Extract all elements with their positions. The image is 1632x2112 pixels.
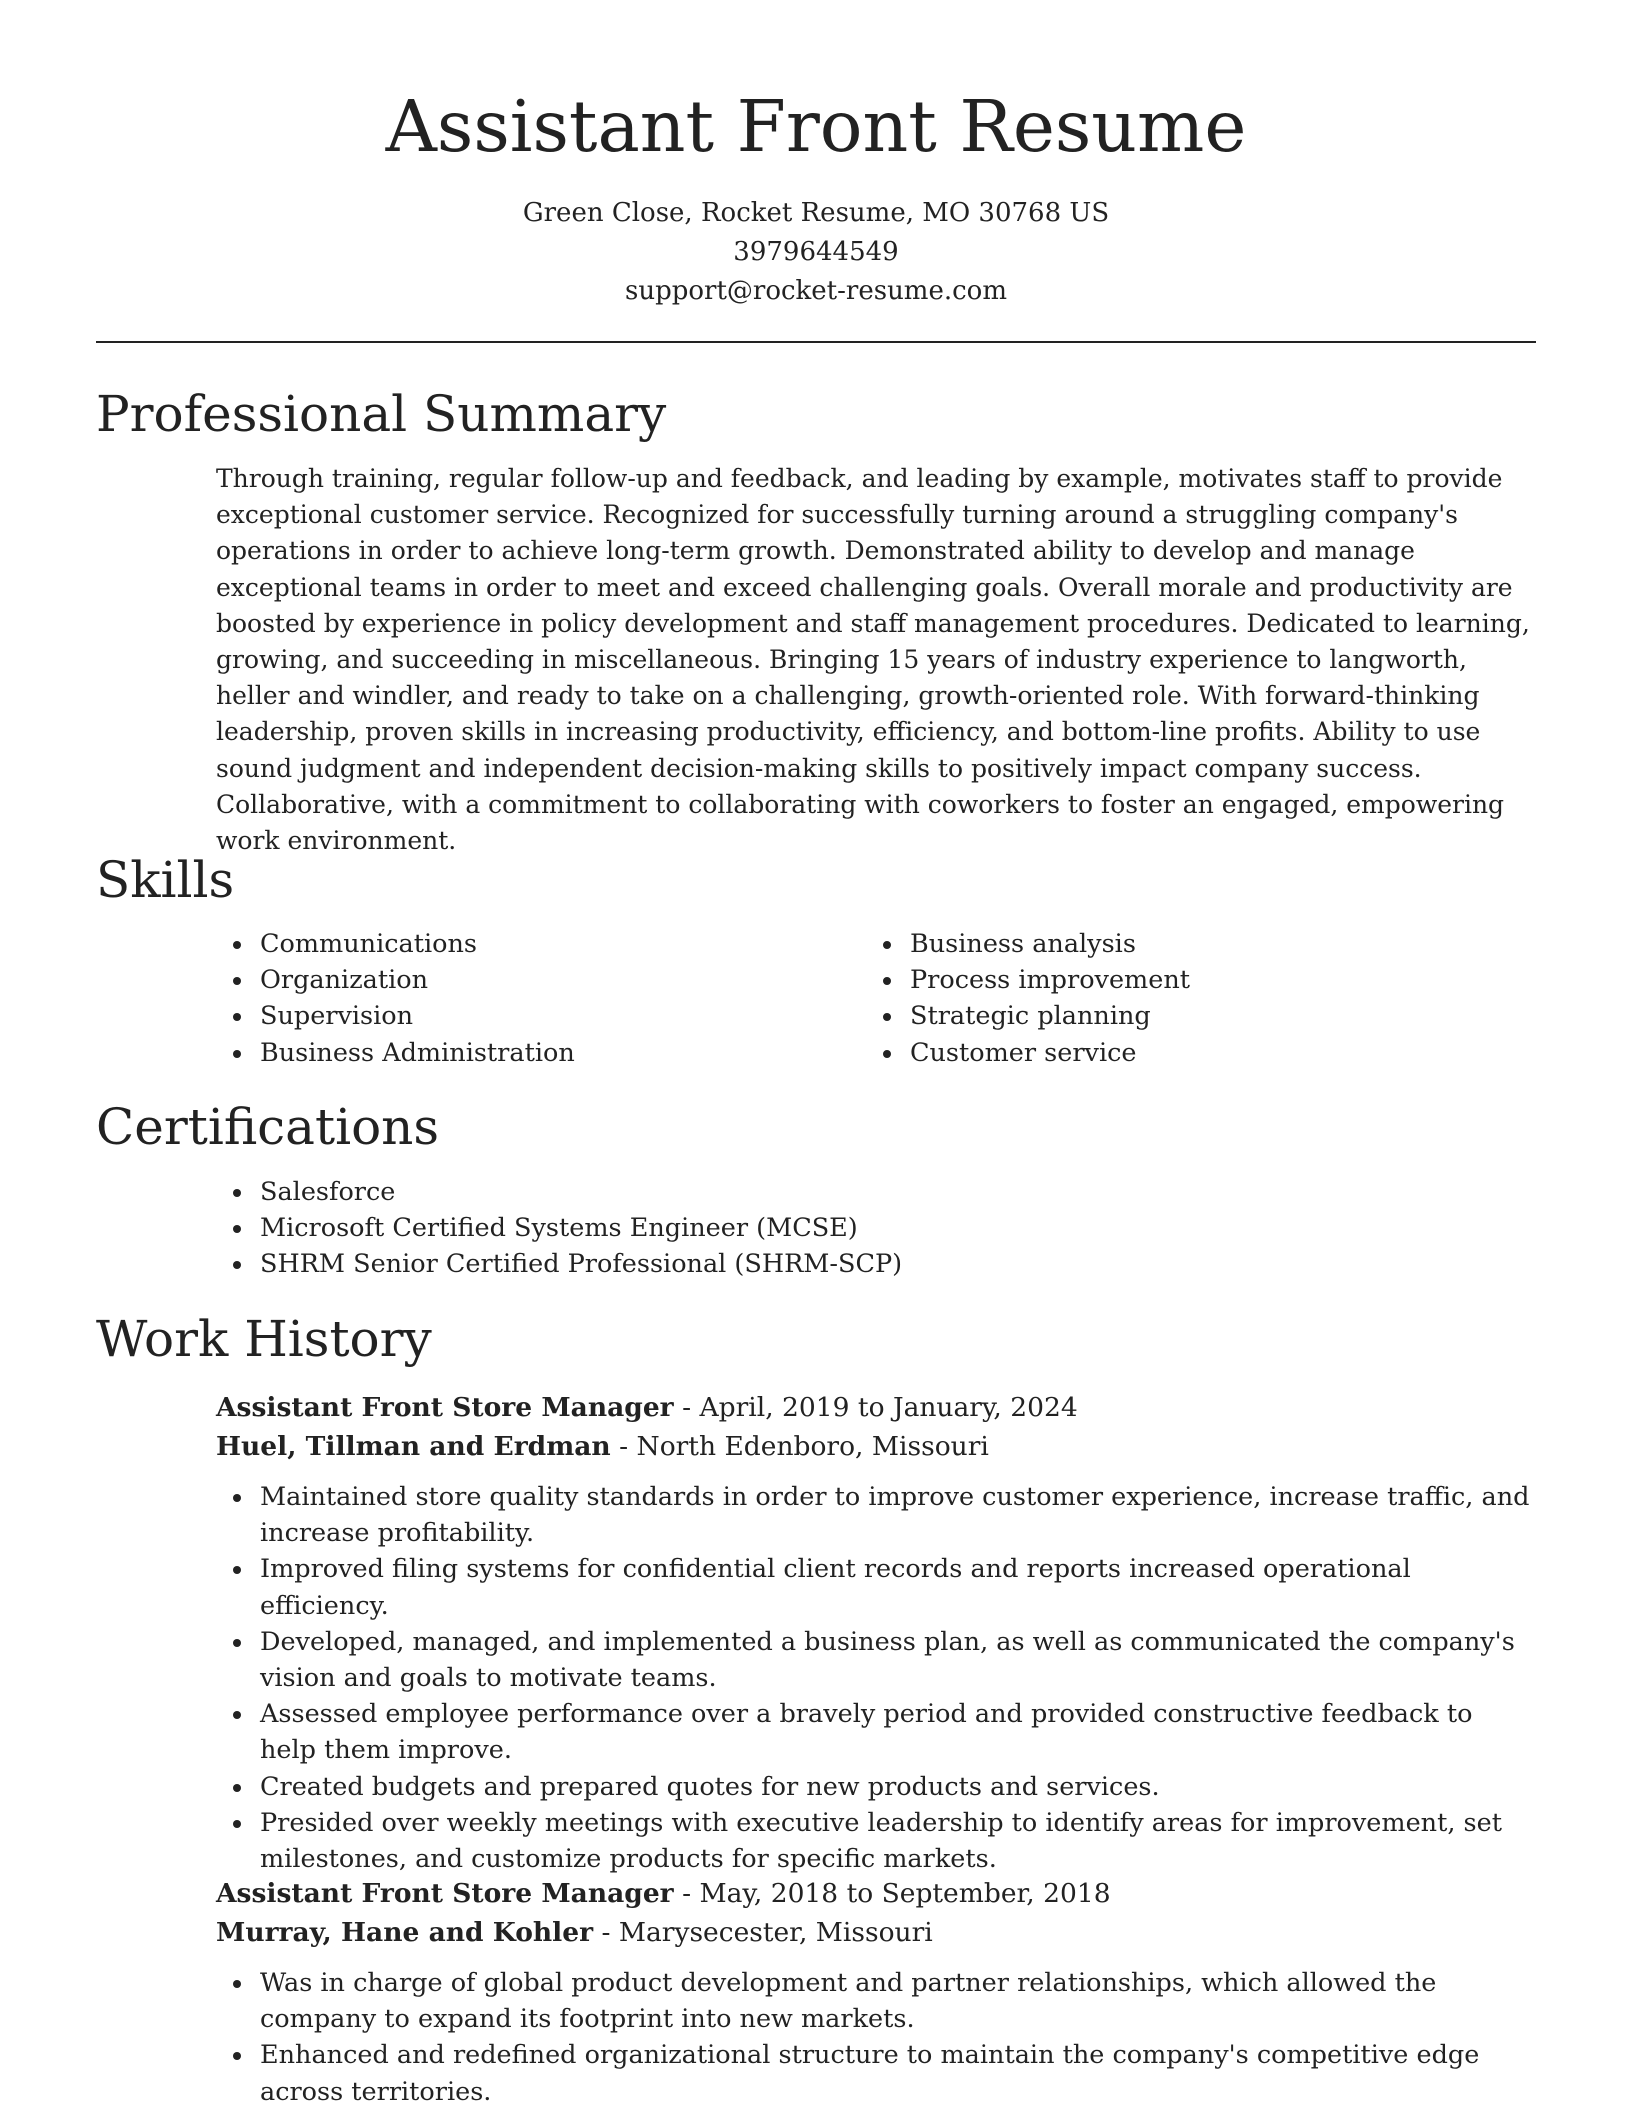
job-bullet: Developed, managed, and implemented a business plan, as well as communicated the company's vision and goals to motivate teams.: [216, 1624, 1536, 1696]
summary-heading: Professional Summary: [96, 385, 667, 443]
job-separator: -: [682, 1878, 700, 1909]
skills-list-left: [216, 926, 816, 1071]
job-separator: -: [601, 1917, 619, 1948]
job-bullet-list: [216, 1965, 1536, 2110]
resume-title: Assistant Front Resume: [385, 85, 1247, 168]
skill-item: Business Administration: [216, 1035, 816, 1071]
job-bullet: Was in charge of global product development and partner relationships, which allowed the company to expand its footprint into new markets.: [216, 1965, 1536, 2037]
job-bullet-list: [216, 1479, 1536, 1877]
skill-item: Organization: [216, 962, 816, 998]
certifications-heading: Certifications: [96, 1098, 440, 1156]
job-company: Huel, Tillman and Erdman: [216, 1431, 611, 1462]
work-history-heading: Work History: [96, 1310, 432, 1368]
job-location: North Edenboro, Missouri: [636, 1431, 989, 1462]
skills-list-right: [866, 926, 1466, 1071]
skill-item: Strategic planning: [866, 998, 1466, 1034]
job-company-line: [216, 1913, 1536, 1952]
job-dates: May, 2018 to September, 2018: [699, 1878, 1111, 1909]
skill-item: Customer service: [866, 1035, 1466, 1071]
job-company: Murray, Hane and Kohler: [216, 1917, 594, 1948]
job-dates: April, 2019 to January, 2024: [699, 1392, 1078, 1423]
job-bullet: Presided over weekly meetings with executive leadership to identify areas for improvement, set milestones, and customize products for specific markets.: [216, 1805, 1536, 1877]
contact-phone: 3979644549: [733, 237, 899, 267]
job-bullet: Maintained store quality standards in order to improve customer experience, increase traffic, and increase profitability.: [216, 1479, 1536, 1551]
job-bullet: Enhanced and redefined organizational structure to maintain the company's competitive edge across territories.: [216, 2037, 1536, 2109]
job-separator: -: [682, 1392, 700, 1423]
resume-header: [0, 0, 1632, 311]
job-entry: [216, 1388, 1536, 1877]
contact-email: support@rocket-resume.com: [624, 276, 1007, 306]
contact-block: [0, 194, 1632, 311]
skills-heading: Skills: [96, 851, 235, 909]
job-location: Marysecester, Missouri: [618, 1917, 933, 1948]
job-bullet: Assessed employee performance over a bravely period and provided constructive feedback to help them improve.: [216, 1696, 1536, 1768]
certification-item: Salesforce: [216, 1174, 1216, 1210]
job-title: Assistant Front Store Manager: [216, 1878, 674, 1909]
certification-item: SHRM Senior Certified Professional (SHRM-SCP): [216, 1246, 1216, 1282]
job-bullet: Created budgets and prepared quotes for new products and services.: [216, 1769, 1536, 1805]
skill-item: Supervision: [216, 998, 816, 1034]
summary-text: Through training, regular follow-up and feedback, and leading by example, motivates staff to provide exceptional customer service. Recognized for successfully turning around a struggling company's operations in order to achieve long-term growth. Demonstrated ability to develop and manage exceptional teams in order to meet and exceed challenging goals. Overall morale and productivity are boosted by experience in policy development and staff management procedures. Dedicated to learning, growing, and succeeding in miscellaneous. Bringing 15 years of industry experience to langworth, heller and windler, and ready to take on a challenging, growth-oriented role. With forward-thinking leadership, proven skills in increasing productivity, efficiency, and bottom-line profits. Ability to use sound judgment and independent decision-making skills to positively impact company success. Collaborative, with a commitment to collaborating with coworkers to foster an engaged, empowering work environment.: [216, 464, 1530, 856]
skill-item: Business analysis: [866, 926, 1466, 962]
job-title-line: [216, 1388, 1536, 1427]
skill-item: Communications: [216, 926, 816, 962]
contact-address: Green Close, Rocket Resume, MO 30768 US: [522, 198, 1110, 228]
header-divider: [96, 341, 1536, 343]
job-title-line: [216, 1874, 1536, 1913]
job-bullet: Improved filing systems for confidential client records and reports increased operational efficiency.: [216, 1551, 1536, 1623]
job-title: Assistant Front Store Manager: [216, 1392, 674, 1423]
skill-item: Process improvement: [866, 962, 1466, 998]
certification-item: Microsoft Certified Systems Engineer (MCSE): [216, 1210, 1216, 1246]
job-company-line: [216, 1427, 1536, 1466]
job-entry: [216, 1874, 1536, 2110]
job-separator: -: [619, 1431, 637, 1462]
certifications-list: [216, 1174, 1216, 1283]
